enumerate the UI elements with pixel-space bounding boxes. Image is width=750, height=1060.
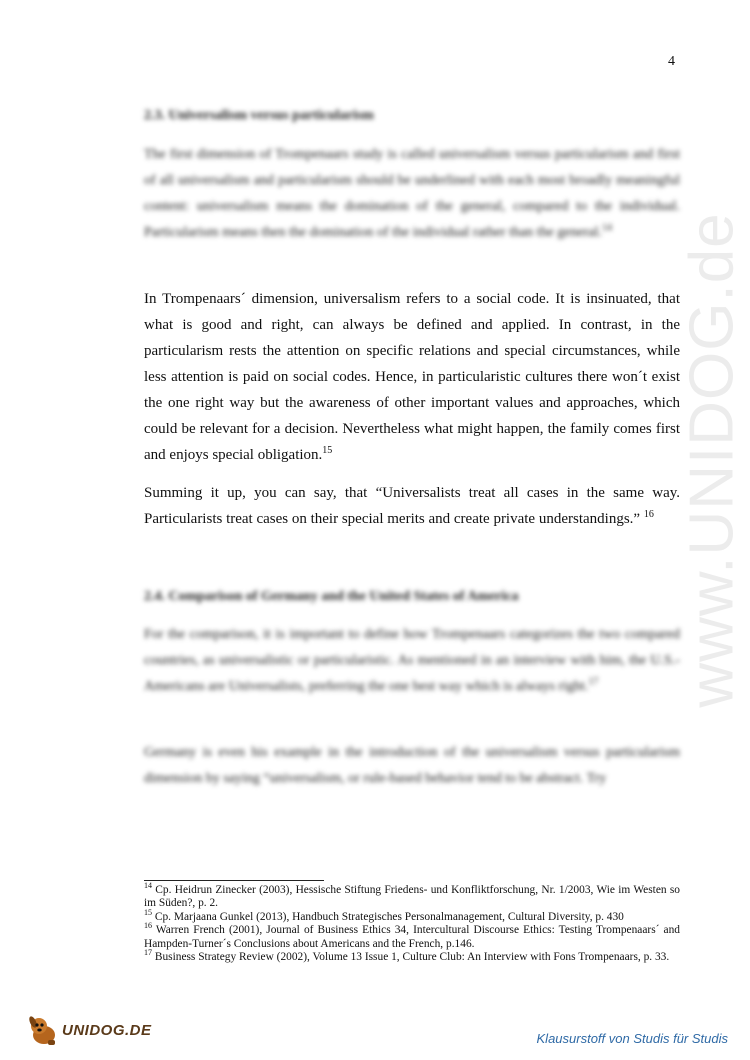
unidog-logo[interactable] [26, 1013, 152, 1047]
footnote-item: $^{17}$ Business Strategy Review (2002), Volume 13 Issue 1, Culture Club: An Interview with Fons Trompenaars, p. 33. [144, 948, 670, 964]
footnote-ref: 16 [643, 509, 654, 520]
footnotes [144, 881, 680, 964]
body-paragraph-2: Summing it up, you can say, that “Universalists treat all cases in the same way. Particularists treat cases on their special merits and create private understandings.” $^{16}$ [144, 485, 680, 527]
logo-text: UNIDOG.DE [62, 1021, 152, 1039]
section-heading-universalism: 2.3. Universalism versus particularism [144, 108, 374, 123]
intro-paragraph: The first dimension of Trompenaars study is called universalism versus particularism and first of all universalism and particularism should be underlined with each most broadly meaningful content: universalism means the domination of the general, compared to the individual. Particularism means then the domination of the individual rather than the general.$^{14}$ [144, 147, 680, 240]
page-number: 4 [668, 54, 675, 69]
comparison-paragraph-2: Germany is even his example in the introduction of the universalism versus particularism dimension by saying “universalism, or rule-based behavior tend to be abstract. Try [144, 745, 680, 786]
footnote-item: $^{15}$ Cp. Marjaana Gunkel (2013), Handbuch Strategisches Personalmanagement, Cultural Diversity, p. 430 [144, 908, 624, 923]
section-heading-comparison: 2.4. Comparison of Germany and the United States of America [144, 589, 519, 604]
footnote-ref: 17 [588, 676, 599, 688]
comparison-paragraph-1: For the comparison, it is important to define how Trompenaars categorizes the two compared countries, as universalistic or particularistic. As mentioned in an interview with him, the U.S.-Americans are Universalists, preferring the one best way which is always right.$^{17}$ [144, 627, 680, 694]
tagline: Klausurstoff von Studis für Studis [536, 1031, 728, 1046]
footnote-ref: 14 [601, 222, 612, 234]
dog-mascot-icon [26, 1013, 60, 1047]
footnote-item: $^{14}$ Cp. Heidrun Zinecker (2003), Hessische Stiftung Friedens- und Konfliktforschung, Nr. 1/2003, Wie im Westen so im Süden?, p. 2. [144, 881, 680, 910]
site-watermark: www.UNIDOG.de [677, 212, 747, 708]
footnote-ref: 15 [322, 445, 333, 456]
footnote-item: $^{16}$ Warren French (2001), Journal of Business Ethics 34, Intercultural Discourse Ethics: Testing Trompenaars´ and Hampden-Turner´s Conclusions about Americans and the French, p.146. [144, 921, 680, 950]
footnote-divider [144, 880, 324, 881]
body-paragraph-1: In Trompenaars´ dimension, universalism refers to a social code. It is insinuated, that what is good and right, can always be defined and applied. In contrast, in the particularism rests the attention on specific relations and special circumstances, while less attention is paid on social codes. Hence, in particularistic cultures there won´t exist the one right way but the awareness of other important values and approaches, which could be relevant for a decision. Nevertheless what might happen, the family comes first and enjoys special obligation.$^{15}$ [144, 291, 680, 463]
